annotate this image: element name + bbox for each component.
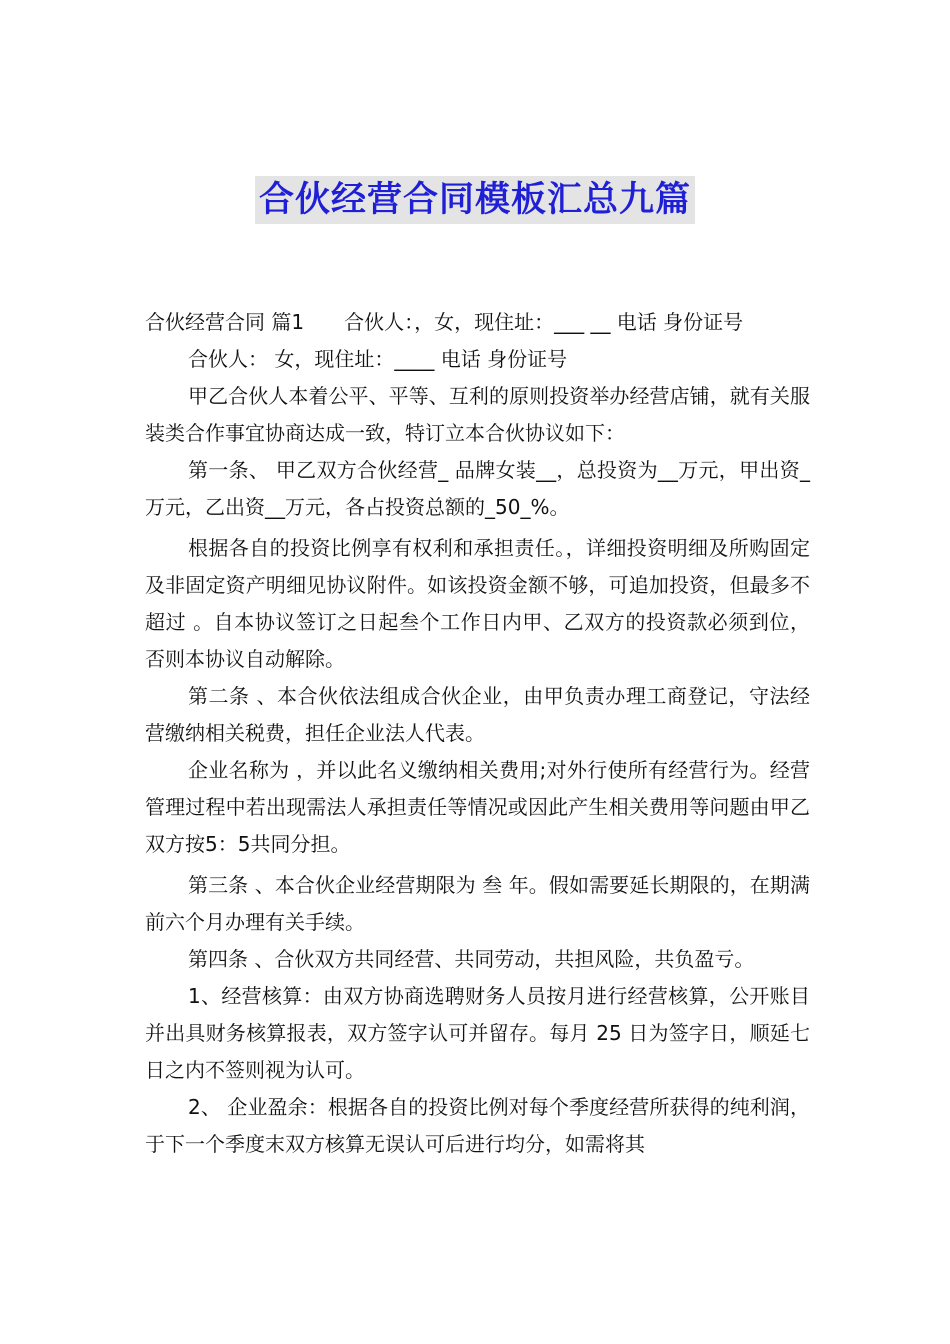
- paragraph-surplus: 2、 企业盈余：根据各自的投资比例对每个季度经营所获得的纯利润，于下一个季度末双方核算无误认可后进行均分，如需将其: [145, 1095, 810, 1156]
- paragraph-intro: 甲乙合伙人本着公平、平等、互利的原则投资举办经营店铺，就有关服装类合作事宜协商达成一致，特订立本合伙协议如下：: [145, 384, 810, 445]
- paragraph-article-1: 第一条、 甲乙双方合伙经营_ 品牌女装__，总投资为__万元，甲出资_ 万元，乙出资__万元，各占投资总额的_50_%。: [145, 458, 810, 519]
- title-container: [0, 176, 950, 224]
- paragraph-partner: 合伙人： 女，现住址：____ 电话 身份证号: [188, 347, 568, 371]
- paragraph-article-3: 第三条 、本合伙企业经营期限为 叁 年。假如需要延长期限的，在期满前六个月办理有关手续。: [145, 873, 810, 934]
- paragraph-article-2: 第二条 、本合伙依法组成合伙企业，由甲负责办理工商登记，守法经营缴纳相关税费，担任企业法人代表。: [145, 684, 810, 745]
- paragraph-accounting: 1、经营核算：由双方协商选聘财务人员按月进行经营核算，公开账目并出具财务核算报表，双方签字认可并留存。每月 25 日为签字日，顺延七日之内不签则视为认可。: [145, 984, 810, 1082]
- paragraph-heading-line: 合伙经营合同 篇1 合伙人：，女，现住址：___ __ 电话 身份证号: [145, 310, 744, 334]
- document-title: 合伙经营合同模板汇总九篇: [255, 176, 695, 224]
- paragraph-article-4: 第四条 、合伙双方共同经营、共同劳动，共担风险，共负盈亏。: [188, 947, 755, 971]
- document-body: [145, 304, 810, 1163]
- paragraph-investment: 根据各自的投资比例享有权利和承担责任。，详细投资明细及所购固定及非固定资产明细见协议附件。如该投资金额不够，可追加投资，但最多不超过 。自本协议签订之日起叁个工作日内甲、乙双方的投资款必须到位，否则本协议自动解除。: [145, 536, 810, 671]
- paragraph-company-name: 企业名称为 ，并以此名义缴纳相关费用;对外行使所有经营行为。经营管理过程中若出现需法人承担责任等情况或因此产生相关费用等问题由甲乙双方按5：5共同分担。: [145, 758, 810, 856]
